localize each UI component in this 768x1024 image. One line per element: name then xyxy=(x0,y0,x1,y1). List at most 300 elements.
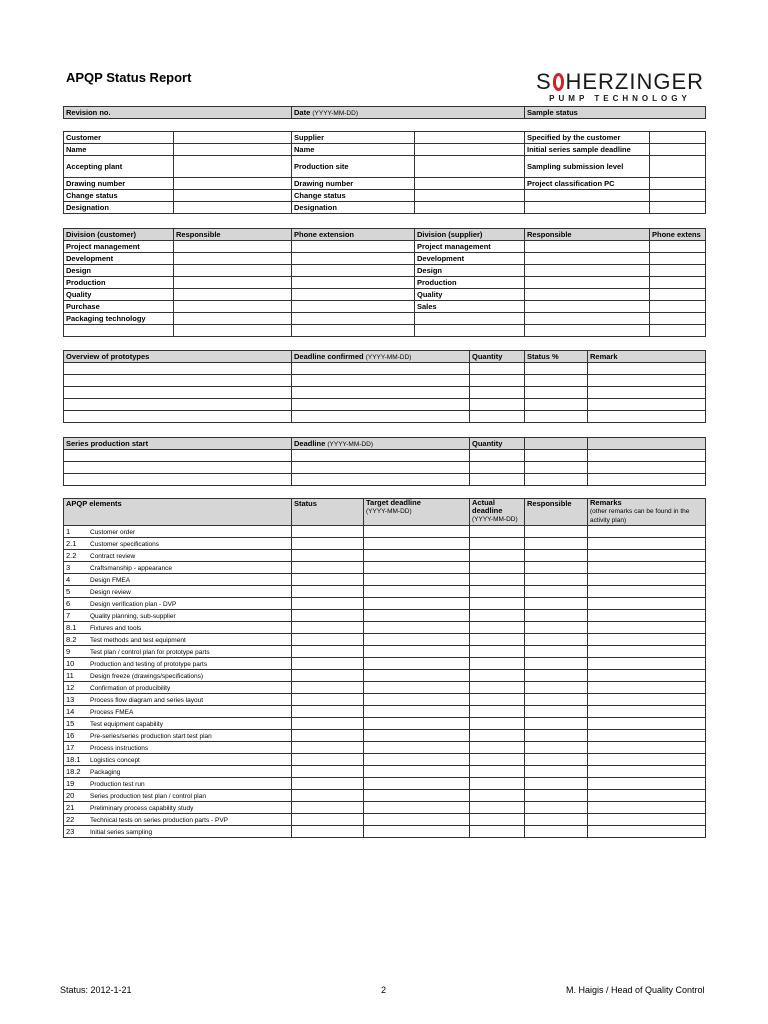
phone-cell[interactable] xyxy=(292,277,415,289)
apqp-cell[interactable] xyxy=(470,778,525,790)
division-row xyxy=(64,313,706,325)
apqp-element-number: 5 xyxy=(66,587,71,596)
apqp-cell[interactable] xyxy=(525,718,588,730)
apqp-cell[interactable] xyxy=(588,754,706,766)
responsible-cell[interactable] xyxy=(174,301,292,313)
prototype-row-cell[interactable] xyxy=(525,399,588,411)
apqp-cell[interactable] xyxy=(525,814,588,826)
responsible-cell[interactable] xyxy=(525,313,650,325)
prototype-row-cell[interactable] xyxy=(292,375,470,387)
apqp-elements-header: APQP elements xyxy=(64,499,292,526)
series-row-cell[interactable] xyxy=(588,474,706,486)
apqp-cell[interactable] xyxy=(292,718,364,730)
apqp-element-label xyxy=(64,550,292,562)
phone-cell[interactable] xyxy=(650,325,706,337)
apqp-cell[interactable] xyxy=(292,754,364,766)
apqp-element-number: 18.2 xyxy=(66,767,81,776)
responsible-cell[interactable] xyxy=(525,289,650,301)
customer-spec-value[interactable] xyxy=(650,190,706,202)
apqp-cell[interactable] xyxy=(470,814,525,826)
apqp-cell[interactable] xyxy=(364,826,470,838)
prototype-row-cell[interactable] xyxy=(64,399,292,411)
apqp-cell[interactable] xyxy=(588,658,706,670)
apqp-cell[interactable] xyxy=(525,646,588,658)
apqp-cell[interactable] xyxy=(525,622,588,634)
prototype-row-cell[interactable] xyxy=(525,411,588,423)
date-label: Date (YYYY-MM-DD) xyxy=(292,107,525,119)
apqp-element-text: Packaging xyxy=(90,769,121,776)
phone-cell[interactable] xyxy=(292,253,415,265)
apqp-cell[interactable] xyxy=(292,622,364,634)
apqp-cell[interactable] xyxy=(525,754,588,766)
apqp-cell[interactable] xyxy=(470,766,525,778)
prototype-row-cell[interactable] xyxy=(64,363,292,375)
customer-spec-value[interactable] xyxy=(650,156,706,178)
apqp-cell[interactable] xyxy=(588,706,706,718)
apqp-cell[interactable] xyxy=(588,574,706,586)
apqp-cell[interactable] xyxy=(364,814,470,826)
phone-cell[interactable] xyxy=(650,241,706,253)
apqp-cell[interactable] xyxy=(292,598,364,610)
responsible-cell[interactable] xyxy=(525,277,650,289)
apqp-element-label xyxy=(64,634,292,646)
apqp-element-label xyxy=(64,790,292,802)
apqp-cell[interactable] xyxy=(525,538,588,550)
apqp-cell[interactable] xyxy=(292,790,364,802)
apqp-cell[interactable] xyxy=(292,730,364,742)
apqp-cell[interactable] xyxy=(470,562,525,574)
apqp-cell[interactable] xyxy=(292,538,364,550)
apqp-cell[interactable] xyxy=(588,742,706,754)
apqp-cell[interactable] xyxy=(470,802,525,814)
prototype-row-cell[interactable] xyxy=(64,387,292,399)
prototype-row-cell[interactable] xyxy=(64,375,292,387)
apqp-cell[interactable] xyxy=(588,550,706,562)
apqp-cell[interactable] xyxy=(470,658,525,670)
apqp-cell[interactable] xyxy=(292,826,364,838)
prototype-row-cell[interactable] xyxy=(292,363,470,375)
apqp-cell[interactable] xyxy=(470,670,525,682)
customer-value[interactable] xyxy=(174,202,292,214)
apqp-cell[interactable] xyxy=(470,526,525,538)
responsible-cell[interactable] xyxy=(525,265,650,277)
responsible-cell[interactable] xyxy=(525,253,650,265)
apqp-cell[interactable] xyxy=(525,658,588,670)
apqp-cell[interactable] xyxy=(364,622,470,634)
prototype-row-cell[interactable] xyxy=(470,375,525,387)
apqp-row xyxy=(64,622,706,634)
apqp-cell[interactable] xyxy=(364,778,470,790)
apqp-cell[interactable] xyxy=(292,646,364,658)
apqp-cell[interactable] xyxy=(588,598,706,610)
apqp-cell[interactable] xyxy=(588,718,706,730)
customer-spec-label[interactable] xyxy=(525,202,650,214)
apqp-cell[interactable] xyxy=(292,610,364,622)
phone-cell[interactable] xyxy=(650,277,706,289)
series-row-cell[interactable] xyxy=(64,474,292,486)
supplier-value[interactable] xyxy=(415,190,525,202)
series-row-cell[interactable] xyxy=(292,462,470,474)
footer-page-number: 2 xyxy=(381,985,387,995)
series-row-cell[interactable] xyxy=(588,450,706,462)
apqp-element-number: 14 xyxy=(66,707,75,716)
customer-row xyxy=(64,156,706,178)
apqp-cell[interactable] xyxy=(525,790,588,802)
apqp-element-text: Process FMEA xyxy=(90,709,134,716)
apqp-element-label xyxy=(64,646,292,658)
responsible-cell[interactable] xyxy=(174,253,292,265)
supplier-value[interactable] xyxy=(415,178,525,190)
apqp-cell[interactable] xyxy=(588,634,706,646)
apqp-cell[interactable] xyxy=(364,586,470,598)
apqp-cell[interactable] xyxy=(588,682,706,694)
prototype-row-cell[interactable] xyxy=(292,387,470,399)
apqp-row xyxy=(64,586,706,598)
responsible-cell[interactable] xyxy=(174,241,292,253)
prototype-row-cell[interactable] xyxy=(588,363,706,375)
apqp-cell[interactable] xyxy=(525,670,588,682)
division-supplier-header: Division (supplier) xyxy=(415,229,525,241)
apqp-cell[interactable] xyxy=(364,610,470,622)
series-row-cell[interactable] xyxy=(64,462,292,474)
report-title: APQP Status Report xyxy=(66,70,192,85)
apqp-element-text: Craftsmanship - appearance xyxy=(90,565,173,572)
apqp-element-number: 8.1 xyxy=(66,623,77,632)
division-supplier-label: Project management xyxy=(415,241,525,253)
customer-value[interactable] xyxy=(174,156,292,178)
division-customer-label: Production xyxy=(64,277,174,289)
apqp-element-number: 23 xyxy=(66,827,75,836)
apqp-cell[interactable] xyxy=(364,730,470,742)
apqp-cell[interactable] xyxy=(292,802,364,814)
apqp-cell[interactable] xyxy=(364,754,470,766)
division-supplier-label: Quality xyxy=(415,289,525,301)
apqp-cell[interactable] xyxy=(364,550,470,562)
apqp-cell[interactable] xyxy=(525,598,588,610)
apqp-cell[interactable] xyxy=(364,634,470,646)
series-empty-header xyxy=(525,438,588,450)
apqp-row xyxy=(64,526,706,538)
apqp-cell[interactable] xyxy=(588,730,706,742)
apqp-target-header: Target deadline (YYYY-MM-DD) xyxy=(364,499,470,526)
apqp-cell[interactable] xyxy=(470,826,525,838)
apqp-cell[interactable] xyxy=(525,550,588,562)
apqp-cell[interactable] xyxy=(525,826,588,838)
apqp-cell[interactable] xyxy=(588,826,706,838)
customer-spec-label: Initial series sample deadline xyxy=(525,144,650,156)
apqp-element-number: 21 xyxy=(66,803,75,812)
phone-cell[interactable] xyxy=(650,313,706,325)
apqp-cell[interactable] xyxy=(588,790,706,802)
customer-row xyxy=(64,202,706,214)
apqp-row xyxy=(64,538,706,550)
supplier-value[interactable] xyxy=(415,202,525,214)
apqp-element-label xyxy=(64,670,292,682)
apqp-cell[interactable] xyxy=(525,694,588,706)
apqp-cell[interactable] xyxy=(470,598,525,610)
apqp-cell[interactable] xyxy=(525,730,588,742)
apqp-row xyxy=(64,646,706,658)
apqp-element-text: Contract review xyxy=(90,553,136,560)
apqp-cell[interactable] xyxy=(525,802,588,814)
prototype-row-cell[interactable] xyxy=(588,411,706,423)
apqp-cell[interactable] xyxy=(525,634,588,646)
series-row-cell[interactable] xyxy=(292,474,470,486)
customer-row xyxy=(64,178,706,190)
supplier-label: Change status xyxy=(292,190,415,202)
prototype-row-cell[interactable] xyxy=(525,387,588,399)
apqp-cell[interactable] xyxy=(292,670,364,682)
apqp-cell[interactable] xyxy=(588,814,706,826)
apqp-cell[interactable] xyxy=(470,706,525,718)
responsible-cell[interactable] xyxy=(525,301,650,313)
customer-value[interactable] xyxy=(174,178,292,190)
apqp-element-number: 10 xyxy=(66,659,75,668)
apqp-cell[interactable] xyxy=(588,646,706,658)
series-start-header: Series production start xyxy=(64,438,292,450)
apqp-cell[interactable] xyxy=(364,694,470,706)
header-block xyxy=(63,106,706,119)
supplier-value[interactable] xyxy=(415,132,525,144)
apqp-cell[interactable] xyxy=(525,526,588,538)
revision-label: Revision no. xyxy=(64,107,292,119)
division-supplier-label: Design xyxy=(415,265,525,277)
prototype-row-cell[interactable] xyxy=(470,363,525,375)
apqp-cell[interactable] xyxy=(588,586,706,598)
apqp-cell[interactable] xyxy=(588,538,706,550)
apqp-row xyxy=(64,694,706,706)
apqp-row xyxy=(64,634,706,646)
apqp-cell[interactable] xyxy=(364,790,470,802)
apqp-cell[interactable] xyxy=(292,586,364,598)
phone-cell[interactable] xyxy=(292,301,415,313)
apqp-cell[interactable] xyxy=(292,526,364,538)
apqp-element-text: Pre-series/series production start test plan xyxy=(90,733,212,740)
status-percent-header: Status % xyxy=(525,351,588,363)
apqp-element-label xyxy=(64,586,292,598)
phone-cell[interactable] xyxy=(292,289,415,301)
customer-label: Designation xyxy=(64,202,174,214)
apqp-cell[interactable] xyxy=(470,754,525,766)
apqp-cell[interactable] xyxy=(588,670,706,682)
apqp-cell[interactable] xyxy=(292,574,364,586)
apqp-cell[interactable] xyxy=(470,538,525,550)
apqp-element-text: Design verification plan - DVP xyxy=(90,601,177,608)
apqp-cell[interactable] xyxy=(470,610,525,622)
series-row-cell[interactable] xyxy=(525,474,588,486)
apqp-cell[interactable] xyxy=(525,586,588,598)
apqp-cell[interactable] xyxy=(525,682,588,694)
apqp-element-label xyxy=(64,598,292,610)
prototype-row-cell[interactable] xyxy=(64,411,292,423)
customer-value[interactable] xyxy=(174,132,292,144)
apqp-cell[interactable] xyxy=(292,778,364,790)
customer-value[interactable] xyxy=(174,144,292,156)
series-row-cell[interactable] xyxy=(470,462,525,474)
prototype-row-cell[interactable] xyxy=(470,399,525,411)
apqp-row xyxy=(64,706,706,718)
responsible-cell[interactable] xyxy=(174,277,292,289)
apqp-cell[interactable] xyxy=(292,742,364,754)
apqp-row xyxy=(64,802,706,814)
prototype-row-cell[interactable] xyxy=(525,363,588,375)
apqp-actual-header: Actual deadline (YYYY-MM-DD) xyxy=(470,499,525,526)
customer-row xyxy=(64,132,706,144)
responsible-cell[interactable] xyxy=(174,325,292,337)
apqp-cell[interactable] xyxy=(588,802,706,814)
division-customer-label: Project management xyxy=(64,241,174,253)
apqp-cell[interactable] xyxy=(292,634,364,646)
apqp-cell[interactable] xyxy=(292,694,364,706)
prototype-row-cell[interactable] xyxy=(525,375,588,387)
apqp-cell[interactable] xyxy=(470,790,525,802)
apqp-cell[interactable] xyxy=(470,646,525,658)
responsible-cell[interactable] xyxy=(174,313,292,325)
apqp-cell[interactable] xyxy=(364,658,470,670)
apqp-cell[interactable] xyxy=(292,706,364,718)
prototype-row-cell[interactable] xyxy=(470,411,525,423)
apqp-element-label xyxy=(64,682,292,694)
apqp-cell[interactable] xyxy=(364,682,470,694)
customer-label: Change status xyxy=(64,190,174,202)
customer-spec-value[interactable] xyxy=(650,132,706,144)
apqp-row xyxy=(64,670,706,682)
apqp-cell[interactable] xyxy=(588,562,706,574)
phone-cell[interactable] xyxy=(292,241,415,253)
apqp-cell[interactable] xyxy=(470,622,525,634)
apqp-cell[interactable] xyxy=(364,706,470,718)
prototype-row-cell[interactable] xyxy=(292,399,470,411)
apqp-row xyxy=(64,598,706,610)
apqp-cell[interactable] xyxy=(470,634,525,646)
apqp-cell[interactable] xyxy=(364,802,470,814)
apqp-cell[interactable] xyxy=(364,562,470,574)
apqp-cell[interactable] xyxy=(292,814,364,826)
apqp-cell[interactable] xyxy=(470,694,525,706)
apqp-element-label xyxy=(64,730,292,742)
responsible-cell[interactable] xyxy=(174,265,292,277)
apqp-cell[interactable] xyxy=(292,562,364,574)
apqp-cell[interactable] xyxy=(588,694,706,706)
series-row-cell[interactable] xyxy=(64,450,292,462)
apqp-cell[interactable] xyxy=(525,610,588,622)
apqp-cell[interactable] xyxy=(525,574,588,586)
apqp-cell[interactable] xyxy=(588,526,706,538)
series-deadline-header: Deadline (YYYY-MM-DD) xyxy=(292,438,470,450)
apqp-element-number: 15 xyxy=(66,719,75,728)
apqp-cell[interactable] xyxy=(525,778,588,790)
apqp-cell[interactable] xyxy=(364,742,470,754)
logo-text-left: S xyxy=(536,69,552,94)
series-row-cell[interactable] xyxy=(588,462,706,474)
apqp-cell[interactable] xyxy=(525,742,588,754)
prototype-row-cell[interactable] xyxy=(588,399,706,411)
series-row-cell[interactable] xyxy=(292,450,470,462)
apqp-cell[interactable] xyxy=(364,598,470,610)
series-row-cell[interactable] xyxy=(525,450,588,462)
apqp-cell[interactable] xyxy=(588,622,706,634)
apqp-cell[interactable] xyxy=(364,670,470,682)
apqp-cell[interactable] xyxy=(525,766,588,778)
apqp-cell[interactable] xyxy=(470,574,525,586)
customer-block xyxy=(63,131,706,214)
responsible-cell[interactable] xyxy=(174,289,292,301)
apqp-cell[interactable] xyxy=(525,562,588,574)
prototype-row-cell[interactable] xyxy=(588,375,706,387)
apqp-cell[interactable] xyxy=(364,526,470,538)
apqp-cell[interactable] xyxy=(588,610,706,622)
phone-cell[interactable] xyxy=(650,289,706,301)
apqp-cell[interactable] xyxy=(525,706,588,718)
division-supplier-label: Production xyxy=(415,277,525,289)
division-row xyxy=(64,325,706,337)
apqp-cell[interactable] xyxy=(470,682,525,694)
phone-cell[interactable] xyxy=(292,313,415,325)
division-supplier-label[interactable] xyxy=(415,325,525,337)
supplier-value[interactable] xyxy=(415,156,525,178)
division-customer-label[interactable] xyxy=(64,325,174,337)
apqp-element-number: 4 xyxy=(66,575,71,584)
apqp-cell[interactable] xyxy=(470,742,525,754)
phone-cell[interactable] xyxy=(650,253,706,265)
apqp-cell[interactable] xyxy=(364,718,470,730)
customer-spec-value[interactable] xyxy=(650,178,706,190)
apqp-cell[interactable] xyxy=(470,586,525,598)
apqp-cell[interactable] xyxy=(292,682,364,694)
apqp-element-number: 17 xyxy=(66,743,75,752)
apqp-cell[interactable] xyxy=(364,646,470,658)
customer-spec-value[interactable] xyxy=(650,202,706,214)
customer-value[interactable] xyxy=(174,190,292,202)
phone-cell[interactable] xyxy=(292,265,415,277)
apqp-element-number: 18.1 xyxy=(66,755,81,764)
apqp-cell[interactable] xyxy=(292,766,364,778)
company-logo xyxy=(536,70,704,103)
apqp-cell[interactable] xyxy=(588,778,706,790)
prototype-row-cell[interactable] xyxy=(588,387,706,399)
logo-text-right: HERZINGER xyxy=(565,69,704,94)
apqp-cell[interactable] xyxy=(470,718,525,730)
responsible-cell[interactable] xyxy=(525,241,650,253)
customer-spec-label[interactable] xyxy=(525,190,650,202)
series-quantity-header: Quantity xyxy=(470,438,525,450)
apqp-cell[interactable] xyxy=(364,574,470,586)
customer-label: Drawing number xyxy=(64,178,174,190)
series-row-cell[interactable] xyxy=(470,474,525,486)
apqp-cell[interactable] xyxy=(364,766,470,778)
division-supplier-label[interactable] xyxy=(415,313,525,325)
phone-cell[interactable] xyxy=(650,265,706,277)
apqp-cell[interactable] xyxy=(588,766,706,778)
phone-cell[interactable] xyxy=(292,325,415,337)
phone-cell[interactable] xyxy=(650,301,706,313)
customer-spec-value[interactable] xyxy=(650,144,706,156)
apqp-cell[interactable] xyxy=(292,550,364,562)
apqp-cell[interactable] xyxy=(292,658,364,670)
apqp-cell[interactable] xyxy=(364,538,470,550)
series-row-cell[interactable] xyxy=(470,450,525,462)
supplier-value[interactable] xyxy=(415,144,525,156)
prototype-row-cell[interactable] xyxy=(292,411,470,423)
apqp-cell[interactable] xyxy=(470,550,525,562)
division-row xyxy=(64,241,706,253)
apqp-cell[interactable] xyxy=(470,730,525,742)
series-row-cell[interactable] xyxy=(525,462,588,474)
prototype-row-cell[interactable] xyxy=(470,387,525,399)
responsible-cell[interactable] xyxy=(525,325,650,337)
apqp-remarks-header: Remarks (other remarks can be found in the activity plan) xyxy=(588,499,706,526)
division-customer-label: Development xyxy=(64,253,174,265)
